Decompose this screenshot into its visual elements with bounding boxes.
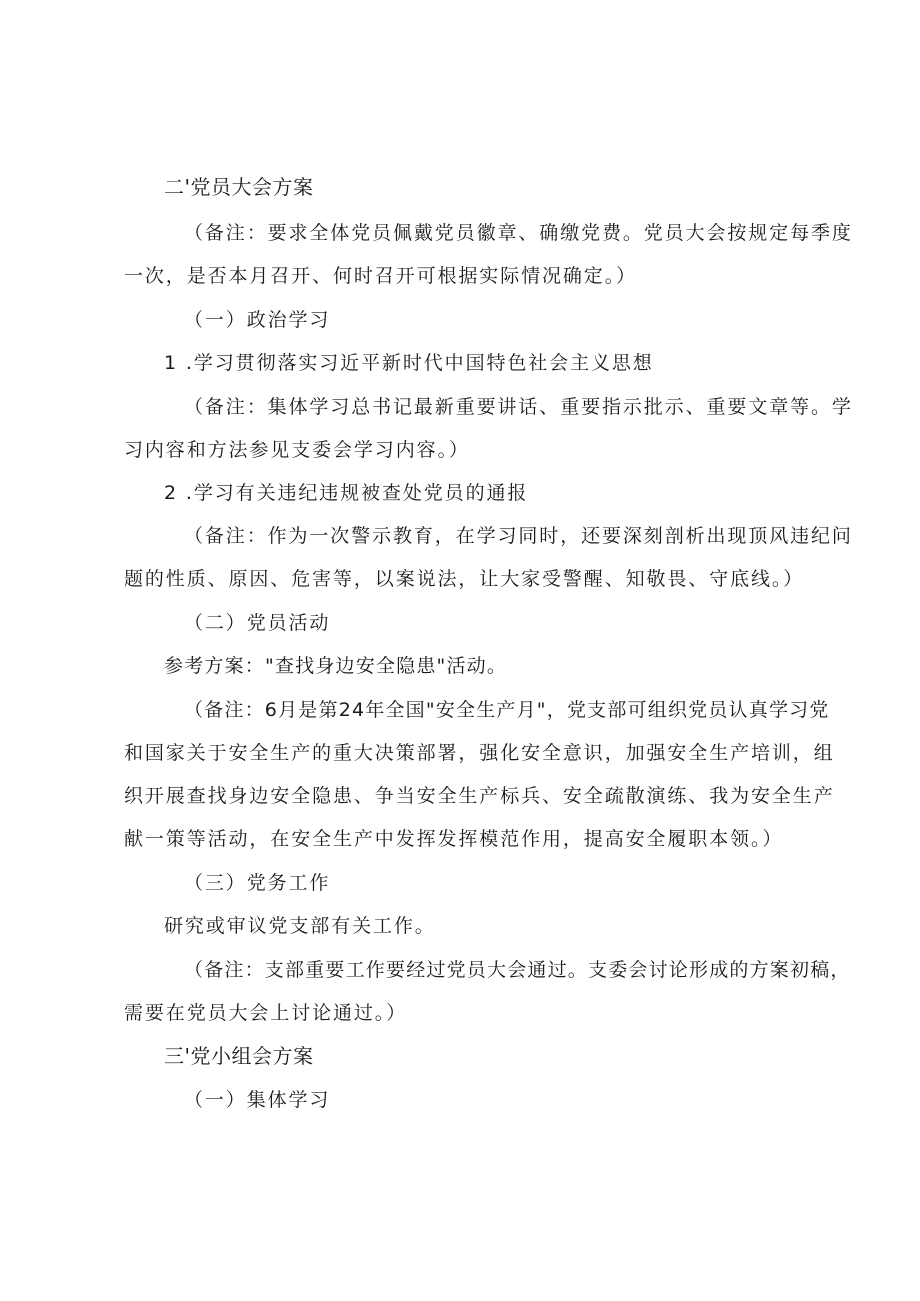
- study-item-2-note-line-2: 题的性质、原因、危害等，以案说法，让大家受警醒、知敬畏、守底线。）: [124, 568, 805, 590]
- section-2-note-line-1: （备注：要求全体党员佩戴党员徽章、确缴党费。党员大会按规定每季度: [184, 222, 853, 244]
- study-item-1-note-line-2: 习内容和方法参见支委会学习内容。）: [124, 439, 470, 461]
- activity-note-line-4: 献一策等活动，在安全生产中发挥发挥模范作用，提高安全履职本领。）: [124, 828, 784, 850]
- study-item-2-note-line-1: （备注：作为一次警示教育，在学习同时，还要深刻剖析出现顶风违纪问: [184, 525, 853, 547]
- party-affairs-note-line-1: （备注：支部重要工作要经过党员大会通过。支委会讨论形成的方案初稿，: [184, 959, 851, 981]
- study-item-2: 2 .学习有关违纪违规被查处党员的通报: [164, 482, 529, 504]
- subsection-group-study-title: （一）集体学习: [184, 1089, 331, 1111]
- activity-note-line-2: 和国家关于安全生产的重大决策部署，强化安全意识，加强安全生产培训，组: [124, 742, 835, 764]
- subsection-party-affairs-title: （三）党务工作: [184, 872, 331, 894]
- section-2-note-line-2: 一次，是否本月召开、何时召开可根据实际情况确定。）: [124, 265, 638, 287]
- study-item-1: 1 .学习贯彻落实习近平新时代中国特色社会主义思想: [164, 352, 654, 374]
- study-item-1-note-line-1: （备注：集体学习总书记最新重要讲话、重要指示批示、重要文章等。学: [184, 396, 853, 418]
- activity-note-line-1: （备注：6月是第24年全国"安全生产月"，党支部可组织党员认真学习党: [184, 699, 830, 721]
- activity-note-line-3: 织开展查找身边安全隐患、争当安全生产标兵、安全疏散演练、我为安全生产: [124, 785, 835, 807]
- subsection-member-activity-title: （二）党员活动: [184, 612, 331, 634]
- activity-plan: 参考方案："查找身边安全隐患"活动。: [164, 655, 508, 677]
- party-affairs-text: 研究或审议党支部有关工作。: [164, 915, 436, 937]
- party-affairs-note-line-2: 需要在党员大会上讨论通过。）: [124, 1002, 408, 1024]
- subsection-political-study-title: （一）政治学习: [184, 309, 331, 331]
- section-heading-2: 二'党员大会方案: [164, 175, 314, 199]
- section-heading-3: 三'党小组会方案: [164, 1044, 314, 1068]
